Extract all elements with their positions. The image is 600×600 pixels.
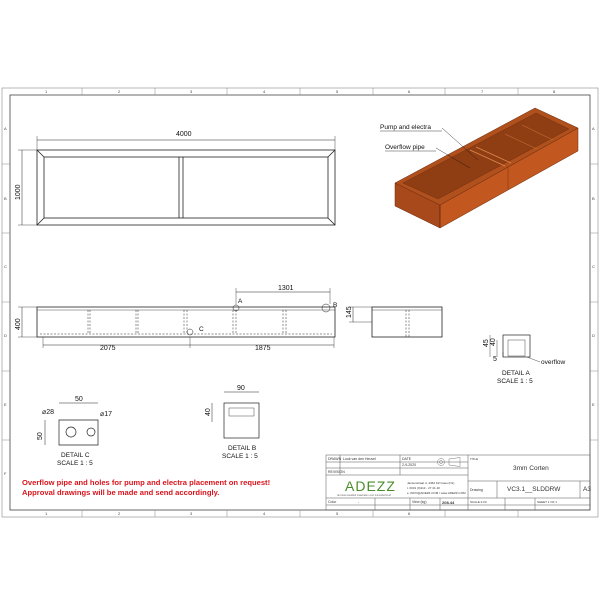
zone-letter: E xyxy=(4,402,7,407)
zone-number: 3 xyxy=(190,89,193,94)
adezz-logo: ADEZZ xyxy=(345,478,396,494)
date-label: DATE xyxy=(402,457,412,461)
zone-number: 3 xyxy=(190,511,193,516)
company-line: e. INFO@ADEZZ.COM / www.ADEZZ.COM xyxy=(407,491,466,495)
zone-number: 1 xyxy=(45,89,48,94)
color-value: - xyxy=(358,500,360,504)
date-value: 2-9-2020 xyxy=(402,463,417,467)
zone-letter: D xyxy=(4,333,7,338)
sheet-size: A3 xyxy=(583,486,591,493)
front-top-dim: 1301 xyxy=(278,285,294,292)
zone-number: 4 xyxy=(263,89,266,94)
zone-number: 8 xyxy=(553,89,556,94)
detail-c-title: DETAIL C xyxy=(61,452,90,459)
zone-number: 2 xyxy=(118,89,121,94)
detail-b-drawing xyxy=(212,392,259,438)
zone-letter: E xyxy=(592,402,595,407)
side-view xyxy=(349,307,442,337)
front-view xyxy=(18,288,338,348)
logo-tagline: de beste kwaliteit materialen voor tuinonderhoud xyxy=(337,494,391,497)
zone-letter: C xyxy=(592,264,595,269)
title-value: 3mm Corten xyxy=(513,465,549,472)
detail-a-dim2: 40 xyxy=(490,338,497,346)
detail-c-scale: SCALE 1 : 5 xyxy=(57,460,93,467)
zone-letter: B xyxy=(4,196,7,201)
zone-number: 6 xyxy=(408,511,411,516)
request-note-line1: Overflow pipe and holes for pump and electra placement on request! xyxy=(22,478,271,487)
projection-symbol-icon xyxy=(433,457,463,467)
drawing-label: Drawing xyxy=(470,488,483,492)
zone-numbers-bottom xyxy=(45,511,411,516)
zone-number: 2 xyxy=(118,511,121,516)
top-view-height-dim: 1000 xyxy=(15,184,22,200)
scale-label: SCALE:1:20 xyxy=(470,500,487,504)
detail-b-title: DETAIL B xyxy=(228,445,257,452)
front-left-dim: 2075 xyxy=(100,345,116,352)
top-view xyxy=(18,136,335,225)
zone-number: 7 xyxy=(481,89,484,94)
drawing-value: VC3.1__SLDDRW xyxy=(507,486,561,493)
zone-number: 5 xyxy=(336,511,339,516)
detail-a-scale: SCALE 1 : 5 xyxy=(497,378,533,385)
color-label: Color xyxy=(328,500,337,504)
zone-number: 1 xyxy=(45,511,48,516)
company-line: Jansenstraat 4, 4462 KZ Goes (NL) xyxy=(407,481,455,485)
zone-number: 6 xyxy=(408,89,411,94)
company-line: t. 0031 (0)113 - 27 41 40 xyxy=(407,486,440,490)
zone-letters-left xyxy=(4,126,7,476)
pump-electra-label: Pump and electra xyxy=(380,124,431,131)
front-height-dim: 400 xyxy=(15,318,22,330)
callout-a: A xyxy=(238,298,243,305)
detail-c-left-dim: 50 xyxy=(37,432,44,440)
top-view-width-dim: 4000 xyxy=(176,131,192,138)
overflow-callout: overflow xyxy=(541,359,566,366)
request-note-line2: Approval drawings will be made and send accordingly. xyxy=(22,488,220,497)
zone-number: 4 xyxy=(263,511,266,516)
zone-letter: F xyxy=(4,471,7,476)
overflow-pipe-label: Overflow pipe xyxy=(385,144,425,151)
callout-c: C xyxy=(199,326,204,333)
detail-a-dim3: 5 xyxy=(493,356,497,363)
drawn-label: DRAWN xyxy=(328,457,342,461)
detail-b-width-dim: 90 xyxy=(237,385,245,392)
zone-number: 5 xyxy=(336,89,339,94)
sheet-number: SHEET 1 OF 1 xyxy=(537,500,557,504)
detail-c-dia2: ⌀17 xyxy=(100,411,113,418)
callout-b: B xyxy=(333,302,338,309)
view-value: 208.44 xyxy=(442,500,455,505)
title-label: TITLE xyxy=(470,457,479,461)
detail-c-dia1: ⌀28 xyxy=(42,409,55,416)
front-right-dim: 1875 xyxy=(255,345,271,352)
detail-a-title: DETAIL A xyxy=(502,370,530,377)
side-height-dim: 145 xyxy=(346,306,353,318)
zone-numbers-top xyxy=(45,89,556,94)
detail-b-height-dim: 40 xyxy=(205,408,212,416)
drawn-name: Luuk van den Heuvel xyxy=(343,457,376,461)
revision-label: REVISION xyxy=(328,470,345,474)
zone-letters-right xyxy=(592,126,595,407)
detail-a-dim1: 45 xyxy=(483,339,490,347)
detail-c-top-dim: 50 xyxy=(75,396,83,403)
detail-b-scale: SCALE 1 : 5 xyxy=(222,453,258,460)
zone-letter: D xyxy=(592,333,595,338)
zone-letter: A xyxy=(592,126,595,131)
view-label: View (kg) xyxy=(412,500,427,504)
zone-letter: C xyxy=(4,264,7,269)
zone-letter: A xyxy=(4,126,7,131)
detail-a-drawing xyxy=(490,335,540,362)
zone-letter: B xyxy=(592,196,595,201)
